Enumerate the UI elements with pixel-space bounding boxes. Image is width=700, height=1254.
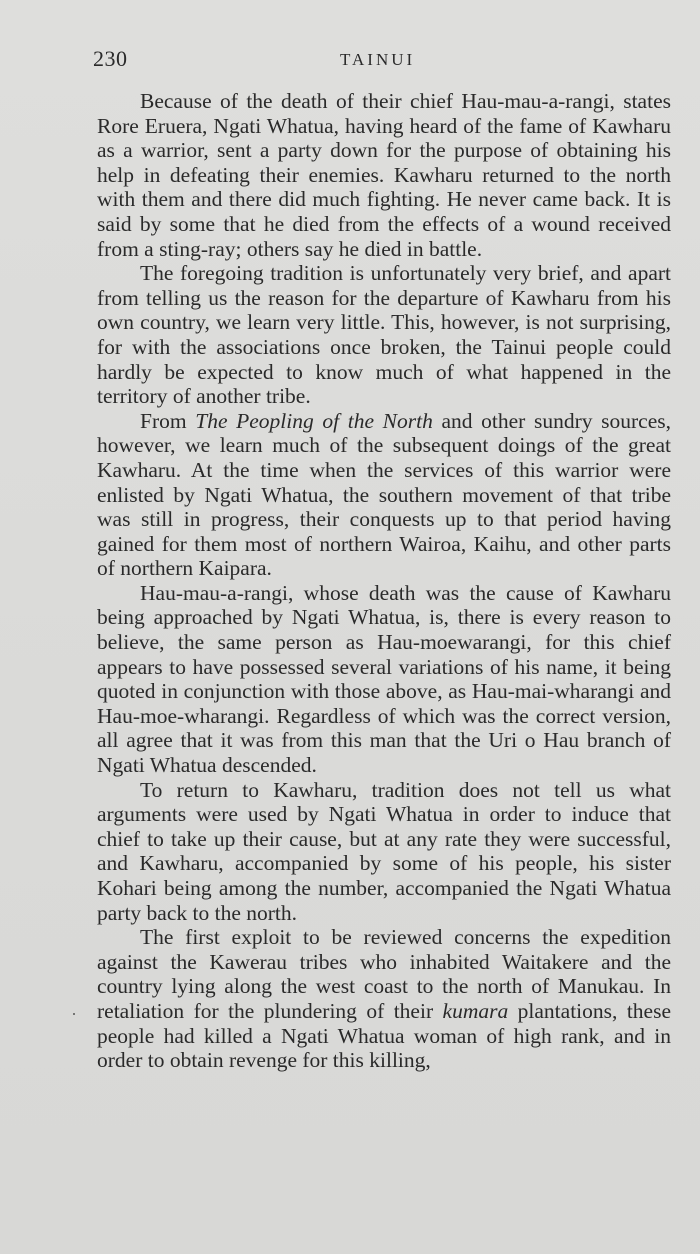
running-head: [93, 46, 673, 76]
book-title-italic: The Peopling of the North: [195, 408, 433, 433]
paragraph-text: Because of the death of their chief Hau-mau-a-rangi, states Rore Eruera, Ngati Whatua, having heard of the fame of Kawharu as a warrior, sent a party down for the purpose of obtaining his help in defeating their enemies. Kawharu returned to the north with them and there did much fighting. He never came back. It is said by some that he died from the effects of a wound received from a sting-ray; others say he died in battle.: [97, 89, 671, 261]
paragraph-text: From: [140, 408, 196, 433]
paragraph-text: The foregoing tradition is unfortunately very brief, and apart from telling us the reason for the departure of Kawharu from his own country, we learn very little. This, however, is not surprising, for with the associations once broken, the Tainui people could hardly be expected to know much of what happened in the territory of another tribe.: [97, 261, 671, 409]
paragraph-text: The first exploit to be reviewed concerns the expedition against the Kawerau tribes who inhabited Waitakere and the country lying along the west coast to the north of Manukau. In retaliation for the plundering of their: [97, 925, 671, 1023]
page-number: 230: [93, 46, 128, 71]
paragraph-text: plantations, these people had killed a Ngati Whatua woman of high rank, and in order to obtain revenge for this killing,: [97, 998, 671, 1073]
paragraph-2: [97, 261, 671, 409]
paragraph-6: [97, 925, 671, 1073]
running-title: TAINUI: [340, 50, 416, 69]
margin-speck: [73, 1013, 75, 1015]
maori-term-italic: kumara: [442, 998, 509, 1023]
paragraph-text: To return to Kawharu, tradition does not tell us what arguments were used by Ngati Whatua in order to induce that chief to take up their cause, but at any rate they were successful, and Kawharu, accompanied by some of his people, his sister Kohari being among the number, accompanied the Ngati Whatua party back to the north.: [97, 777, 671, 925]
paragraph-4: [97, 581, 671, 778]
body-text: [97, 89, 671, 1073]
paragraph-text: Hau-mau-a-rangi, whose death was the cause of Kawharu being approached by Ngati Whatua, is, there is every reason to believe, the same person as Hau-moewarangi, for this chief appears to have possessed several variations of his name, it being quoted in conjunction with those above, as Hau-mai-wharangi and Hau-moe-wharangi. Regardless of which was the correct version, all agree that it was from this man that the Uri o Hau branch of Ngati Whatua descended.: [97, 580, 671, 778]
paragraph-3: [97, 409, 671, 581]
paragraph-1: [97, 89, 671, 261]
paragraph-5: [97, 778, 671, 926]
paragraph-text: and other sundry sources, however, we learn much of the subsequent doings of the great Kawharu. At the time when the services of this warrior were enlisted by Ngati Whatua, the southern movement of that tribe was still in progress, their conquests up to that period having gained for them most of northern Wairoa, Kaihu, and other parts of northern Kaipara.: [97, 408, 671, 581]
